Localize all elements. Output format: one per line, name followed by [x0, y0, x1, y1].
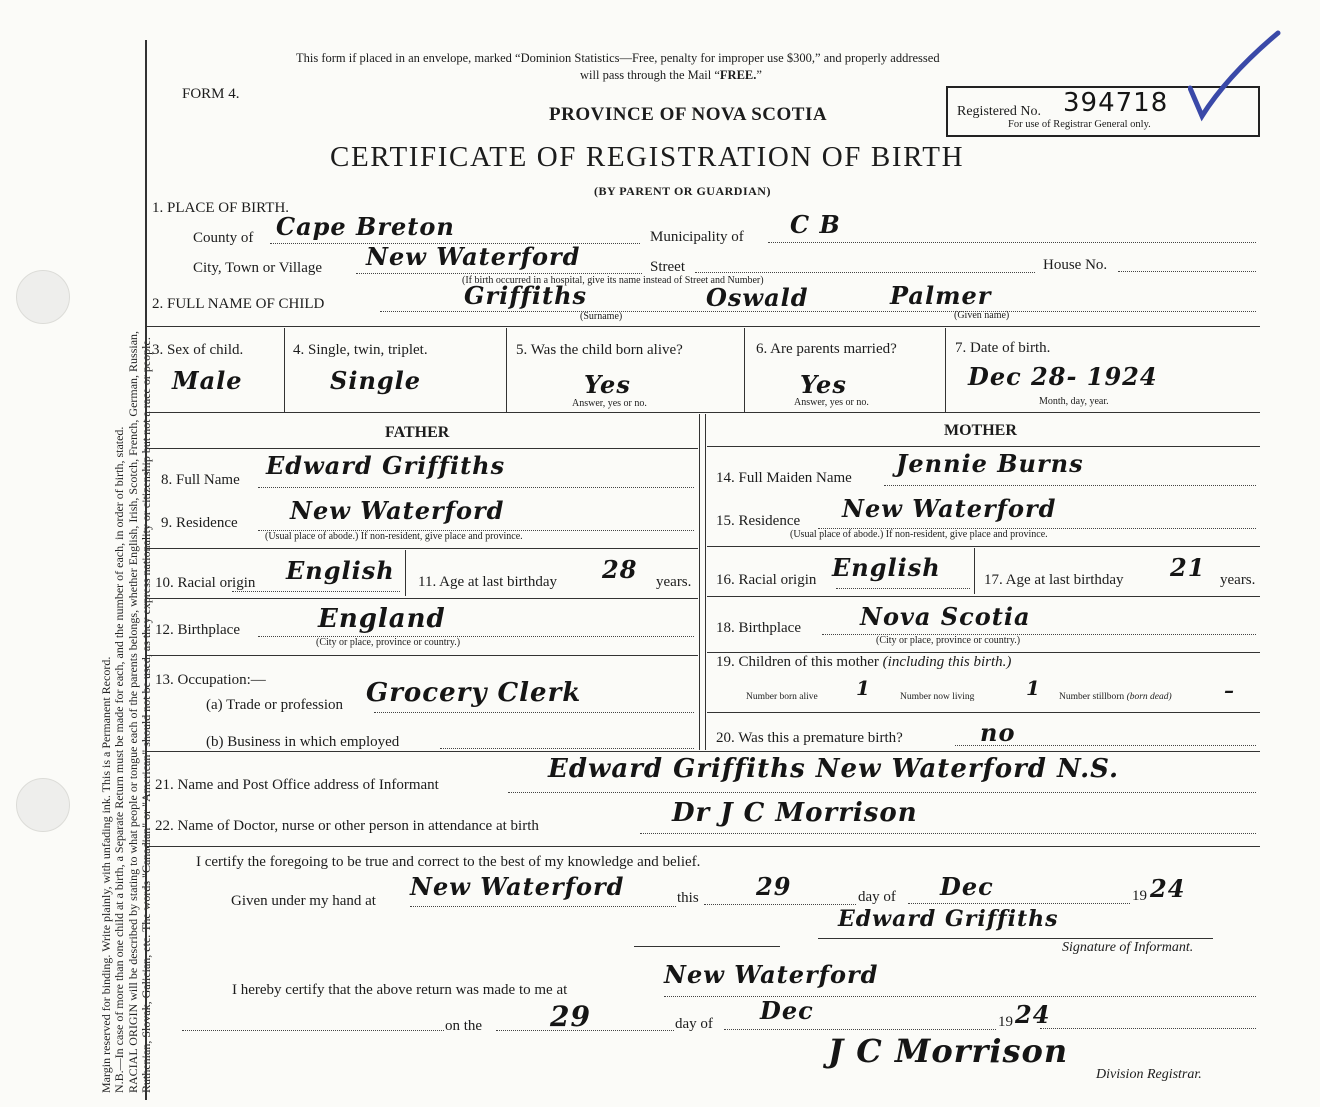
mother-rule-1: [707, 546, 1260, 547]
county-value: Cape Breton: [276, 212, 455, 241]
children-label-text: 19. Children of this mother: [716, 654, 879, 670]
city-line: [356, 273, 642, 274]
city-label: City, Town or Village: [193, 260, 323, 276]
registrar-year-prefix: 19: [998, 1014, 1013, 1030]
premature-value: no: [980, 718, 1016, 747]
mother-rule-3: [707, 652, 1260, 653]
mother-residence-label: 15. Residence: [716, 513, 801, 529]
business-line: [440, 748, 694, 749]
now-living-count-label: Number now living: [900, 692, 975, 702]
given-year-value: 24: [1150, 874, 1186, 903]
given-month-line: [908, 903, 1130, 904]
father-racial-origin-label: 10. Racial origin: [155, 575, 256, 591]
trade-value: Grocery Clerk: [366, 678, 582, 708]
registrar-month-line: [724, 1029, 996, 1030]
informant-value: Edward Griffiths New Waterford N.S.: [548, 754, 1120, 784]
stillborn-count-label-text: Number stillborn: [1059, 692, 1125, 702]
registrar-statement: I hereby certify that the above return was made to me at: [232, 982, 568, 998]
mother-birthplace-caption: (City or place, province or country.): [876, 635, 1021, 646]
given-day-value: 29: [756, 872, 792, 901]
born-alive-count-value: 1: [856, 676, 871, 700]
section-divider-1: [146, 326, 1260, 327]
children-note: (including this birth.): [882, 654, 1012, 670]
parents-divider-left: [699, 414, 700, 750]
father-age-label: 11. Age at last birthday: [418, 574, 557, 590]
father-rule-2: [146, 598, 698, 599]
street-line: [695, 272, 1035, 273]
province-heading: PROVINCE OF NOVA SCOTIA: [549, 104, 828, 125]
registrar-year-value: 24: [1015, 1000, 1051, 1029]
hospital-note: (If birth occurred in a hospital, give its name instead of Street and Number): [462, 275, 764, 286]
parents-married-value: Yes: [800, 370, 847, 399]
informant-signature-caption: Signature of Informant.: [1062, 940, 1194, 955]
informant-line: [508, 792, 1256, 793]
house-number-line: [1118, 271, 1256, 272]
mother-birthplace-value: Nova Scotia: [860, 602, 1031, 631]
trade-line: [374, 712, 694, 713]
mother-heading: MOTHER: [944, 422, 1017, 439]
parents-married-label: 6. Are parents married?: [756, 341, 897, 357]
mother-age-label: 17. Age at last birthday: [984, 572, 1124, 588]
child-given-name-value: Oswald: [706, 283, 809, 312]
sex-value: Male: [172, 366, 243, 395]
given-day-of-label: day of: [858, 889, 896, 905]
municipality-label: Municipality of: [650, 229, 744, 245]
mother-residence-value: New Waterford: [842, 494, 1057, 523]
mother-heading-rule: [707, 446, 1260, 447]
stillborn-count-value: –: [1224, 678, 1235, 702]
registrar-caption: Division Registrar.: [1096, 1067, 1202, 1082]
mother-rule-2: [707, 596, 1260, 597]
margin-note-racial-origin-continued: Ruthenian, Slovak, Galician, etc. The words "Canadian" or "American" should not be used, as they express nationality or citizenship but not a race or people.: [138, 337, 153, 1093]
doctor-line: [640, 833, 1256, 834]
registrar-place-line: [664, 996, 1256, 997]
child-name-line: [380, 311, 1256, 312]
row3-divider-4: [945, 328, 946, 412]
premature-label: 20. Was this a premature birth?: [716, 730, 903, 746]
father-racial-age-divider: [405, 550, 406, 596]
envelope-free-text: FREE.: [719, 68, 757, 82]
municipality-line: [768, 242, 1256, 243]
mother-racial-origin-line: [836, 588, 970, 589]
mother-name-label: 14. Full Maiden Name: [716, 470, 852, 486]
single-twin-value: Single: [330, 366, 422, 395]
mother-racial-origin-label: 16. Racial origin: [716, 572, 817, 588]
given-under-hand-label: Given under my hand at: [231, 893, 376, 909]
mother-name-line: [884, 485, 1256, 486]
date-of-birth-caption: Month, day, year.: [1039, 396, 1109, 407]
sex-label: 3. Sex of child.: [152, 342, 244, 358]
trade-label: (a) Trade or profession: [206, 697, 344, 713]
surname-caption: (Surname): [580, 311, 623, 322]
given-month-value: Dec: [940, 872, 994, 901]
doctor-label: 22. Name of Doctor, nurse or other person in attendance at birth: [155, 818, 539, 834]
mother-age-unit: years.: [1220, 572, 1256, 588]
single-twin-label: 4. Single, twin, triplet.: [293, 342, 428, 358]
informant-signature-line: [818, 938, 1213, 939]
date-of-birth-label: 7. Date of birth.: [955, 340, 1051, 356]
margin-note-binding: Margin reserved for binding. Write plainly, with unfading ink. This is a Permanent Record.: [99, 656, 113, 1093]
registration-label: Registered No.: [957, 104, 1041, 119]
row3-divider-2: [506, 328, 507, 412]
registrar-year-line: [1040, 1028, 1256, 1029]
envelope-note-line-2: [580, 68, 762, 83]
binding-hole-bottom: [16, 778, 70, 832]
margin-note-multiple-births: N.B.—In case of more than one child at a birth, a Separate Return must be made for each, and the number of each, in order of birth, stated.: [112, 426, 127, 1093]
child-name-label: 2. FULL NAME OF CHILD: [152, 296, 325, 312]
child-surname-value: Griffiths: [464, 281, 588, 310]
father-age-value: 28: [602, 555, 638, 584]
father-birthplace-caption: (City or place, province or country.): [316, 637, 461, 648]
given-year-prefix: 19: [1132, 888, 1147, 904]
section-divider-4: [146, 846, 1260, 847]
mother-age-value: 21: [1170, 553, 1206, 582]
street-label: Street: [650, 259, 685, 275]
parents-married-caption: Answer, yes or no.: [794, 397, 869, 408]
stillborn-count-label: [1059, 692, 1172, 702]
father-racial-origin-value: English: [286, 556, 395, 585]
registrar-place-value: New Waterford: [664, 960, 879, 989]
centre-rule: [634, 946, 780, 947]
born-alive-count-label: Number born alive: [746, 692, 818, 702]
born-alive-value: Yes: [584, 370, 631, 399]
municipality-value: C B: [790, 210, 841, 239]
mother-racial-origin-value: English: [832, 553, 941, 582]
mother-rule-4: [707, 712, 1260, 713]
mother-racial-age-divider: [974, 548, 975, 594]
on-the-label: on the: [445, 1018, 483, 1034]
father-rule-1: [146, 548, 698, 549]
father-age-unit: years.: [656, 574, 692, 590]
certificate-title: CERTIFICATE OF REGISTRATION OF BIRTH: [330, 141, 965, 173]
father-name-value: Edward Griffiths: [266, 451, 506, 480]
this-label: this: [677, 890, 699, 906]
binding-hole-top: [16, 270, 70, 324]
mother-residence-caption: (Usual place of abode.) If non-resident, give place and province.: [790, 529, 1048, 540]
section-divider-3: [146, 751, 1260, 752]
parents-divider-right: [705, 414, 706, 750]
check-mark-icon: [1188, 30, 1283, 125]
given-place-line: [410, 906, 676, 907]
informant-signature: Edward Griffiths: [838, 906, 1059, 932]
city-value: New Waterford: [366, 242, 581, 271]
registrar-lead-line: [182, 1030, 444, 1031]
father-name-line: [258, 487, 694, 488]
born-alive-label: 5. Was the child born alive?: [516, 342, 683, 358]
registrar-day-value: 29: [550, 1000, 591, 1033]
section-divider-2: [146, 412, 1260, 413]
given-day-line: [704, 904, 856, 905]
father-birthplace-value: England: [318, 604, 446, 634]
occupation-label: 13. Occupation:—: [155, 672, 266, 688]
form-number: FORM 4.: [182, 86, 240, 102]
registration-note: For use of Registrar General only.: [1008, 119, 1151, 130]
date-of-birth-value: Dec 28- 1924: [968, 362, 1158, 391]
father-residence-label: 9. Residence: [161, 515, 238, 531]
registrar-month-value: Dec: [760, 996, 814, 1025]
father-name-label: 8. Full Name: [161, 472, 240, 488]
place-of-birth-heading: 1. PLACE OF BIRTH.: [152, 200, 290, 216]
father-heading-rule: [146, 448, 698, 449]
certificate-subtitle: (BY PARENT OR GUARDIAN): [594, 184, 771, 198]
row3-divider-1: [284, 328, 285, 412]
father-rule-3: [146, 655, 698, 656]
certification-statement: I certify the foregoing to be true and correct to the best of my knowledge and belief.: [196, 854, 701, 870]
children-label: [716, 654, 1011, 671]
row3-divider-3: [744, 328, 745, 412]
given-place-value: New Waterford: [410, 872, 625, 901]
child-middle-name-value: Palmer: [890, 281, 992, 310]
father-residence-caption: (Usual place of abode.) If non-resident, give place and province.: [265, 531, 523, 542]
registrar-signature: J C Morrison: [828, 1032, 1069, 1070]
father-birthplace-label: 12. Birthplace: [155, 622, 240, 638]
father-heading: FATHER: [385, 424, 450, 441]
father-residence-value: New Waterford: [290, 496, 505, 525]
mother-name-value: Jennie Burns: [896, 449, 1084, 478]
business-label: (b) Business in which employed: [206, 734, 400, 750]
informant-label: 21. Name and Post Office address of Informant: [155, 777, 439, 793]
registrar-day-of-label: day of: [675, 1016, 713, 1032]
stillborn-note: (born dead): [1126, 692, 1172, 702]
father-racial-origin-line: [232, 591, 400, 592]
now-living-count-value: 1: [1026, 676, 1041, 700]
mother-birthplace-label: 18. Birthplace: [716, 620, 801, 636]
binding-margin-line: [145, 40, 147, 1100]
margin-note-racial-origin: RACIAL ORIGIN will be described by stating to what people or tongue each of the parents belongs, whether English, Irish, Scotch, French, German, Russian,: [125, 330, 140, 1093]
doctor-value: Dr J C Morrison: [672, 798, 918, 828]
county-label: County of: [193, 230, 254, 246]
born-alive-caption: Answer, yes or no.: [572, 398, 647, 409]
envelope-note-line-1: This form if placed in an envelope, marked “Dominion Statistics—Free, penalty for improper use $300,” and properly addressed: [296, 51, 940, 65]
registration-number: 394718: [1063, 88, 1169, 118]
envelope-close-quote: ”: [756, 68, 762, 82]
house-number-label: House No.: [1043, 257, 1108, 273]
envelope-note-text: will pass through the Mail “: [580, 68, 720, 82]
given-name-caption: (Given name): [954, 310, 1010, 321]
